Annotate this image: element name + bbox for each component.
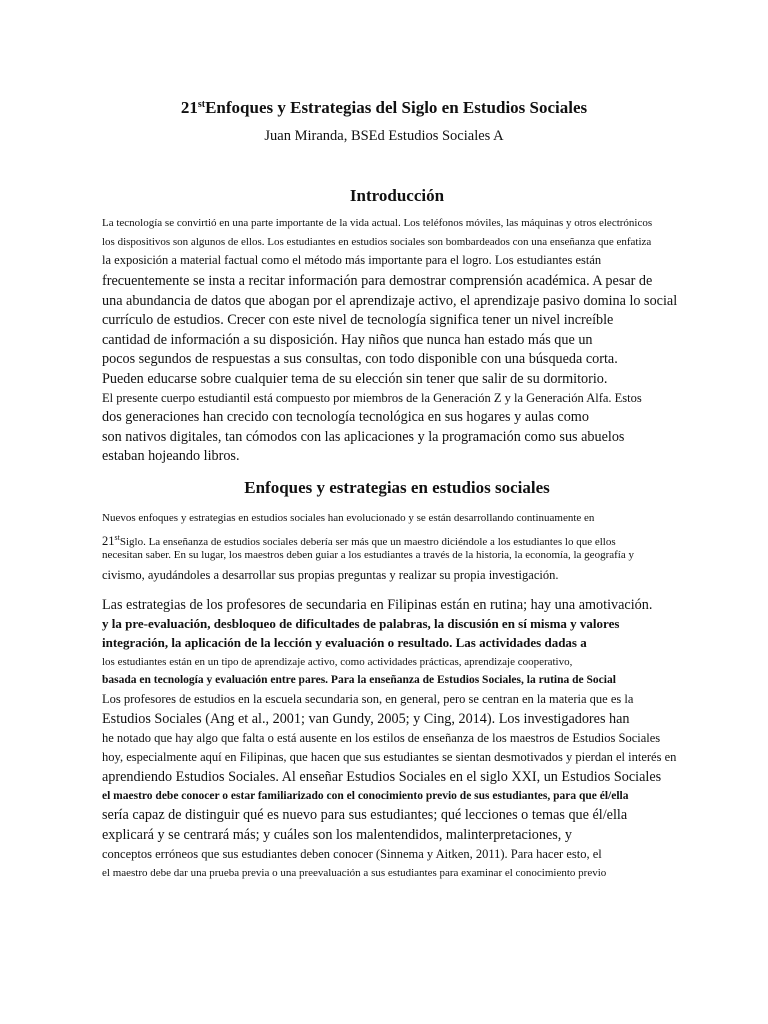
body-line-bold: basada en tecnología y evaluación entre pares. Para la enseñanza de Estudios Sociales, la rutina de Social <box>102 674 616 686</box>
body-line: he notado que hay algo que falta o está ausente en los estilos de enseñanza de los maestros de Estudios Sociales <box>102 731 661 745</box>
section-line-text: Siglo. La enseñanza de estudios sociales debería ser más que un maestro diciéndole a los estudiantes lo que ellos <box>119 536 616 548</box>
intro-line: pocos segundos de respuestas a sus consultas, con todo disponible con una búsqueda corta. <box>102 351 618 367</box>
intro-line: La tecnología se convirtió en una parte importante de la vida actual. Los teléfonos móviles, las máquinas y otros electrónicos <box>102 217 653 229</box>
century-number: 21 <box>102 534 115 548</box>
intro-line: la exposición a material factual como el método más importante para el logro. Los estudiantes están <box>102 253 602 267</box>
intro-line: currículo de estudios. Crecer con este nivel de tecnología significa tener un nivel increíble <box>102 312 614 328</box>
intro-line: cantidad de información a su disposición. Hay niños que nunca han estado más que un <box>102 332 593 348</box>
body-line: el maestro debe dar una prueba previa o una preevaluación a sus estudiantes para examinar el conocimiento previo <box>102 867 607 879</box>
intro-line: una abundancia de datos que abogan por el aprendizaje activo, el aprendizaje pasivo domina lo social <box>102 293 678 309</box>
title-superscript: st <box>197 99 206 110</box>
body-line: los estudiantes están en un tipo de aprendizaje activo, como actividades prácticas, aprendizaje cooperativo, <box>102 656 573 668</box>
body-line: Las estrategias de los profesores de secundaria en Filipinas están en rutina; hay una amotivación. <box>102 597 653 613</box>
title-main: Enfoques y Estrategias del Siglo en Estudios Sociales <box>205 98 588 117</box>
body-line-bold: el maestro debe conocer o estar familiarizado con el conocimiento previo de sus estudiantes, para que él/ella <box>102 790 629 802</box>
section-line: necesitan saber. En su lugar, los maestros deben guiar a los estudiantes a través de la historia, la economía, la geografía y <box>102 549 634 561</box>
body-line: conceptos erróneos que sus estudiantes deben conocer (Sinnema y Aitken, 2011). Para hacer esto, el <box>102 847 602 861</box>
body-line: Los profesores de estudios en la escuela secundaria son, en general, pero se centran en la materia que es la <box>102 692 634 706</box>
intro-line: son nativos digitales, tan cómodos con las aplicaciones y la programación como sus abuelos <box>102 429 625 445</box>
intro-line: estaban hojeando libros. <box>102 448 240 464</box>
introduction-heading: Introducción <box>349 186 445 205</box>
body-line: sería capaz de distinguir qué es nuevo para sus estudiantes; qué lecciones o temas que él/ella <box>102 807 628 823</box>
intro-line: Pueden educarse sobre cualquier tema de su elección sin tener que salir de su dormitorio. <box>102 371 608 387</box>
body-line: explicará y se centrará más; y cuáles son los malentendidos, malinterpretaciones, y <box>102 827 572 843</box>
intro-line: El presente cuerpo estudiantil está compuesto por miembros de la Generación Z y la Generación Alfa. Estos <box>102 391 642 405</box>
body-line-bold: integración, la aplicación de la lección y evaluación o resultado. Las actividades dadas a <box>102 635 587 650</box>
century-superscript: st <box>114 533 120 542</box>
intro-line: los dispositivos son algunos de ellos. Los estudiantes en estudios sociales son bombardeados con una enseñanza que enfatiza <box>102 236 652 248</box>
body-line: Estudios Sociales (Ang et al., 2001; van Gundy, 2005; y Cing, 2014). Los investigadores han <box>102 711 630 727</box>
section-heading: Enfoques y estrategias en estudios sociales <box>244 478 550 497</box>
body-line-bold: y la pre-evaluación, desbloqueo de dificultades de palabras, la discusión en sí misma y valores <box>102 616 620 631</box>
section-line: Nuevos enfoques y estrategias en estudios sociales han evolucionado y se están desarrollando continuamente en <box>102 512 595 524</box>
title-prefix: 21 <box>180 98 198 117</box>
section-line: civismo, ayudándoles a desarrollar sus propias preguntas y realizar su propia investigación. <box>102 568 559 582</box>
author-line: Juan Miranda, BSEd Estudios Sociales A <box>264 128 504 144</box>
body-line: hoy, especialmente aquí en Filipinas, que hacen que sus estudiantes se sientan desmotivados y pierdan el interés en <box>102 750 677 764</box>
document-title <box>0 94 768 119</box>
intro-line: frecuentemente se insta a recitar información para demostrar comprensión académica. A pesar de <box>102 273 653 289</box>
body-line: aprendiendo Estudios Sociales. Al enseñar Estudios Sociales en el siglo XXI, un Estudios Sociales <box>102 769 662 785</box>
intro-line: dos generaciones han crecido con tecnología tecnológica en sus hogares y aulas como <box>102 409 589 425</box>
